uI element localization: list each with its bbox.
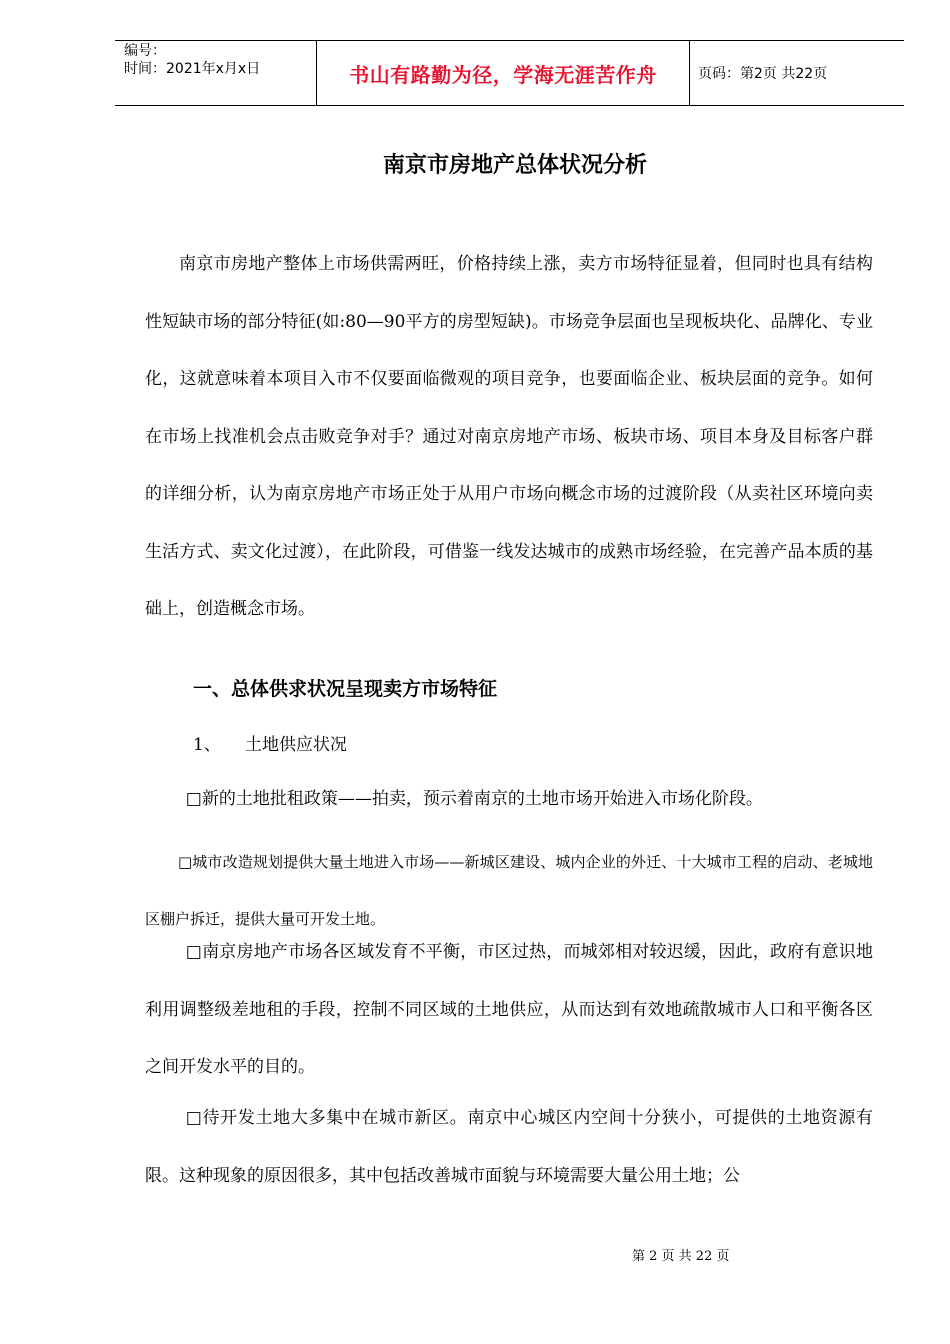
header-motto-cell: [317, 41, 690, 105]
sub-heading: [193, 730, 347, 755]
sub-heading-title: 土地供应状况: [245, 735, 347, 755]
header-page-cell: [690, 41, 904, 105]
page-footer: 第 2 页 共 22 页: [632, 1249, 730, 1264]
motto-text: 书山有路勤为径，学海无涯苦作舟: [349, 62, 657, 87]
bullet-paragraph: □新的土地批租政策——拍卖，预示着南京的土地市场开始进入市场化阶段。: [185, 789, 763, 809]
date-label: 时间：2021年x月x日: [124, 61, 261, 77]
section-heading: 一、总体供求状况呈现卖方市场特征: [193, 678, 498, 700]
bullet-block-4: [145, 1090, 873, 1205]
sub-heading-number: 1、: [193, 735, 221, 755]
page-label: 页码：第2页 共22页: [698, 66, 828, 82]
bullet-block-1: [145, 784, 873, 814]
header-meta-cell: [115, 41, 317, 105]
document-title: 南京市房地产总体状况分析: [382, 153, 647, 178]
intro-section: [145, 236, 873, 639]
bullet-block-3: [145, 924, 873, 1097]
code-label: 编号：: [124, 43, 166, 59]
bullet-paragraph: □南京房地产市场各区域发育不平衡，市区过热，而城郊相对较迟缓，因此，政府有意识地利用调整级差地租的手段，控制不同区域的土地供应，从而达到有效地疏散城市人口和平衡各区之间开发水平的目的。: [145, 942, 873, 1077]
header-table: [115, 40, 904, 106]
bullet-paragraph: □待开发土地大多集中在城市新区。南京中心城区内空间十分狭小，可提供的土地资源有限。这种现象的原因很多，其中包括改善城市面貌与环境需要大量公用土地；公: [145, 1108, 873, 1186]
intro-paragraph: 南京市房地产整体上市场供需两旺，价格持续上涨，卖方市场特征显着，但同时也具有结构性短缺市场的部分特征(如:80—90平方的房型短缺)。市场竞争层面也呈现板块化、品牌化、专业化，这就意味着本项目入市不仅要面临微观的项目竞争，也要面临企业、板块层面的竞争。如何在市场上找准机会点击败竞争对手？通过对南京房地产市场、板块市场、项目本身及目标客户群的详细分析，认为南京房地产市场正处于从用户市场向概念市场的过渡阶段（从卖社区环境向卖生活方式、卖文化过渡），在此阶段，可借鉴一线发达城市的成熟市场经验，在完善产品本质的基础上，创造概念市场。: [145, 254, 873, 619]
bullet-paragraph: □城市改造规划提供大量土地进入市场——新城区建设、城内企业的外迁、十大城市工程的启动、老城地区棚户拆迁，提供大量可开发土地。: [145, 853, 873, 928]
